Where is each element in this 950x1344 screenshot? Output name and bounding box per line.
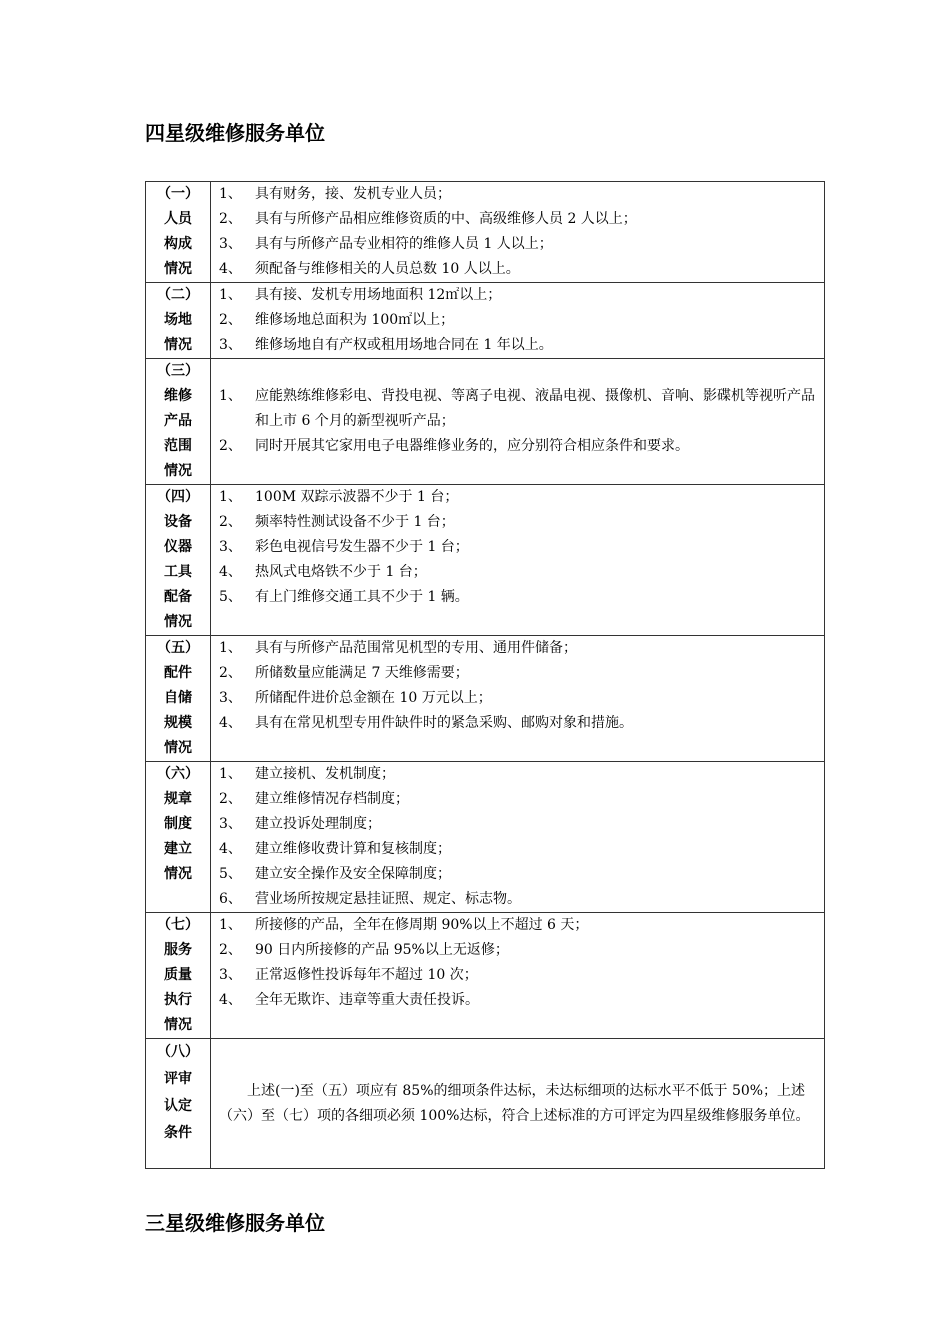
list-item <box>219 207 816 232</box>
item-text: 频率特性测试设备不少于 1 台； <box>255 514 455 530</box>
row-label-line: 产品 <box>164 413 192 429</box>
item-number: 5、 <box>219 866 242 882</box>
item-number: 2、 <box>219 438 242 454</box>
list-item <box>219 283 816 308</box>
row-label <box>146 182 211 283</box>
row-label <box>146 485 211 636</box>
row-label-line: 工具 <box>164 564 192 580</box>
item-number: 1、 <box>219 917 242 933</box>
criteria-table <box>145 181 825 1169</box>
item-text: 应能熟练维修彩电、背投电视、等离子电视、液晶电视、摄像机、音响、影碟机等视听产品和上市 6 个月的新型视听产品； <box>255 388 815 429</box>
row-label <box>146 359 211 485</box>
item-number: 3、 <box>219 816 242 832</box>
item-number: 1、 <box>219 287 242 303</box>
list-item <box>219 913 816 938</box>
item-text: 建立维修情况存档制度； <box>255 791 409 807</box>
row-items <box>211 359 825 485</box>
item-text: 彩色电视信号发生器不少于 1 台； <box>255 539 469 555</box>
row-label-line: 设备 <box>164 514 192 530</box>
list-item <box>219 837 816 862</box>
row-label-line: 仪器 <box>164 539 192 555</box>
row-label-line: 情况 <box>164 866 192 882</box>
item-number: 1、 <box>219 388 242 404</box>
list-item <box>219 787 816 812</box>
item-number: 2、 <box>219 514 242 530</box>
item-text: 营业场所按规定悬挂证照、规定、标志物。 <box>255 891 521 907</box>
item-text: 建立接机、发机制度； <box>255 766 395 782</box>
table-row <box>146 485 825 636</box>
list-item <box>219 434 816 459</box>
row-label-line: 自储 <box>164 690 192 706</box>
row-label-line: 人员 <box>164 211 192 227</box>
item-text: 具有在常见机型专用件缺件时的紧急采购、邮购对象和措施。 <box>255 715 633 731</box>
row-label <box>146 762 211 913</box>
list-item <box>219 485 816 510</box>
item-text: 具有财务，接、发机专业人员； <box>255 186 451 202</box>
list-item <box>219 762 816 787</box>
row-label-line: 制度 <box>164 816 192 832</box>
list-item <box>219 711 816 736</box>
final-criteria-cell <box>211 1039 825 1169</box>
item-text: 有上门维修交通工具不少于 1 辆。 <box>255 589 469 605</box>
row-label-line: 规模 <box>164 715 192 731</box>
item-number: 3、 <box>219 236 242 252</box>
list-item <box>219 812 816 837</box>
list-item <box>219 560 816 585</box>
row-label-line: （一） <box>157 186 199 202</box>
item-text: 90 日内所接修的产品 95%以上无返修； <box>255 942 509 958</box>
item-text: 具有与所修产品专业相符的维修人员 1 人以上； <box>255 236 553 252</box>
list-item <box>219 585 816 610</box>
row-label-line: 配件 <box>164 665 192 681</box>
list-item <box>219 182 816 207</box>
row-label-line: 情况 <box>164 261 192 277</box>
list-item <box>219 232 816 257</box>
row-label-line: 条件 <box>164 1125 192 1141</box>
section-heading-four-star: 四星级维修服务单位 <box>145 121 325 145</box>
item-number: 2、 <box>219 312 242 328</box>
list-item <box>219 510 816 535</box>
item-text: 须配备与维修相关的人员总数 10 人以上。 <box>255 261 520 277</box>
row-label-line: 评审 <box>164 1071 192 1087</box>
item-number: 1、 <box>219 766 242 782</box>
row-label-line: 质量 <box>164 967 192 983</box>
row-label-line: 维修 <box>164 388 192 404</box>
item-number: 3、 <box>219 967 242 983</box>
item-text: 所储数量应能满足 7 天维修需要； <box>255 665 469 681</box>
row-items <box>211 283 825 359</box>
item-number: 4、 <box>219 992 242 1008</box>
row-label-line: 构成 <box>164 236 192 252</box>
row-label-line: 建立 <box>164 841 192 857</box>
item-number: 2、 <box>219 791 242 807</box>
item-text: 100M 双踪示波器不少于 1 台； <box>255 489 459 505</box>
row-label <box>146 636 211 762</box>
row-label-line: （八） <box>157 1044 199 1060</box>
list-item <box>219 384 816 434</box>
item-number: 1、 <box>219 186 242 202</box>
item-text: 正常返修性投诉每年不超过 10 次； <box>255 967 478 983</box>
row-label-line: （五） <box>157 640 199 656</box>
item-text: 建立维修收费计算和复核制度； <box>255 841 451 857</box>
list-item <box>219 988 816 1013</box>
row-items <box>211 182 825 283</box>
row-label-line: 情况 <box>164 614 192 630</box>
table-row <box>146 182 825 283</box>
row-items <box>211 485 825 636</box>
row-items <box>211 913 825 1039</box>
item-number: 1、 <box>219 489 242 505</box>
row-label-line: （七） <box>157 917 199 933</box>
item-text: 全年无欺诈、违章等重大责任投诉。 <box>255 992 479 1008</box>
table-row <box>146 636 825 762</box>
section-heading-three-star: 三星级维修服务单位 <box>145 1211 325 1235</box>
item-text: 维修场地总面积为 100㎡以上； <box>255 312 455 328</box>
row-label-line: 情况 <box>164 1017 192 1033</box>
table-row <box>146 359 825 485</box>
row-label-line: （四） <box>157 489 199 505</box>
item-number: 3、 <box>219 690 242 706</box>
row-label-line: （二） <box>157 287 199 303</box>
row-label-line: 规章 <box>164 791 192 807</box>
item-number: 2、 <box>219 942 242 958</box>
row-label-line: （六） <box>157 766 199 782</box>
row-label-line: 情况 <box>164 463 192 479</box>
item-number: 4、 <box>219 841 242 857</box>
row-label-line: 服务 <box>164 942 192 958</box>
list-item <box>219 257 816 282</box>
item-number: 6、 <box>219 891 242 907</box>
list-item <box>219 636 816 661</box>
row-label <box>146 1039 211 1169</box>
row-label-line: （三） <box>157 363 199 379</box>
item-text: 建立安全操作及安全保障制度； <box>255 866 451 882</box>
list-item <box>219 535 816 560</box>
row-label-line: 执行 <box>164 992 192 1008</box>
final-criteria-text: 上述(一)至（五）项应有 85%的细项条件达标，未达标细项的达标水平不低于 50%；上述（六）至（七）项的各细项必须 100%达标，符合上述标准的方可评定为四星级维修服务单位。 <box>219 1082 810 1124</box>
table-row <box>146 913 825 1039</box>
item-text: 所接修的产品，全年在修周期 90%以上不超过 6 天； <box>255 917 589 933</box>
row-items <box>211 762 825 913</box>
table-row <box>146 283 825 359</box>
item-text: 维修场地自有产权或租用场地合同在 1 年以上。 <box>255 337 553 353</box>
row-label-line: 情况 <box>164 740 192 756</box>
item-text: 所储配件进价总金额在 10 万元以上； <box>255 690 492 706</box>
item-number: 3、 <box>219 539 242 555</box>
item-number: 4、 <box>219 564 242 580</box>
item-number: 5、 <box>219 589 242 605</box>
item-number: 1、 <box>219 640 242 656</box>
item-number: 2、 <box>219 211 242 227</box>
list-item <box>219 862 816 887</box>
row-label <box>146 283 211 359</box>
row-items <box>211 636 825 762</box>
list-item <box>219 333 816 358</box>
list-item <box>219 887 816 912</box>
list-item <box>219 686 816 711</box>
row-label-line: 场地 <box>164 312 192 328</box>
item-text: 热风式电烙铁不少于 1 台； <box>255 564 427 580</box>
row-label-line: 认定 <box>164 1098 192 1114</box>
item-text: 具有与所修产品范围常见机型的专用、通用件储备； <box>255 640 577 656</box>
row-label-line: 范围 <box>164 438 192 454</box>
item-text: 具有接、发机专用场地面积 12㎡以上； <box>255 287 502 303</box>
item-number: 2、 <box>219 665 242 681</box>
list-item <box>219 963 816 988</box>
list-item <box>219 938 816 963</box>
table-row <box>146 762 825 913</box>
row-label-line: 情况 <box>164 337 192 353</box>
item-text: 具有与所修产品相应维修资质的中、高级维修人员 2 人以上； <box>255 211 637 227</box>
table-row-final <box>146 1039 825 1169</box>
item-number: 4、 <box>219 261 242 277</box>
list-item <box>219 308 816 333</box>
item-text: 建立投诉处理制度； <box>255 816 381 832</box>
item-text: 同时开展其它家用电子电器维修业务的，应分别符合相应条件和要求。 <box>255 438 689 454</box>
list-item <box>219 661 816 686</box>
row-label <box>146 913 211 1039</box>
item-number: 3、 <box>219 337 242 353</box>
row-label-line: 配备 <box>164 589 192 605</box>
item-number: 4、 <box>219 715 242 731</box>
